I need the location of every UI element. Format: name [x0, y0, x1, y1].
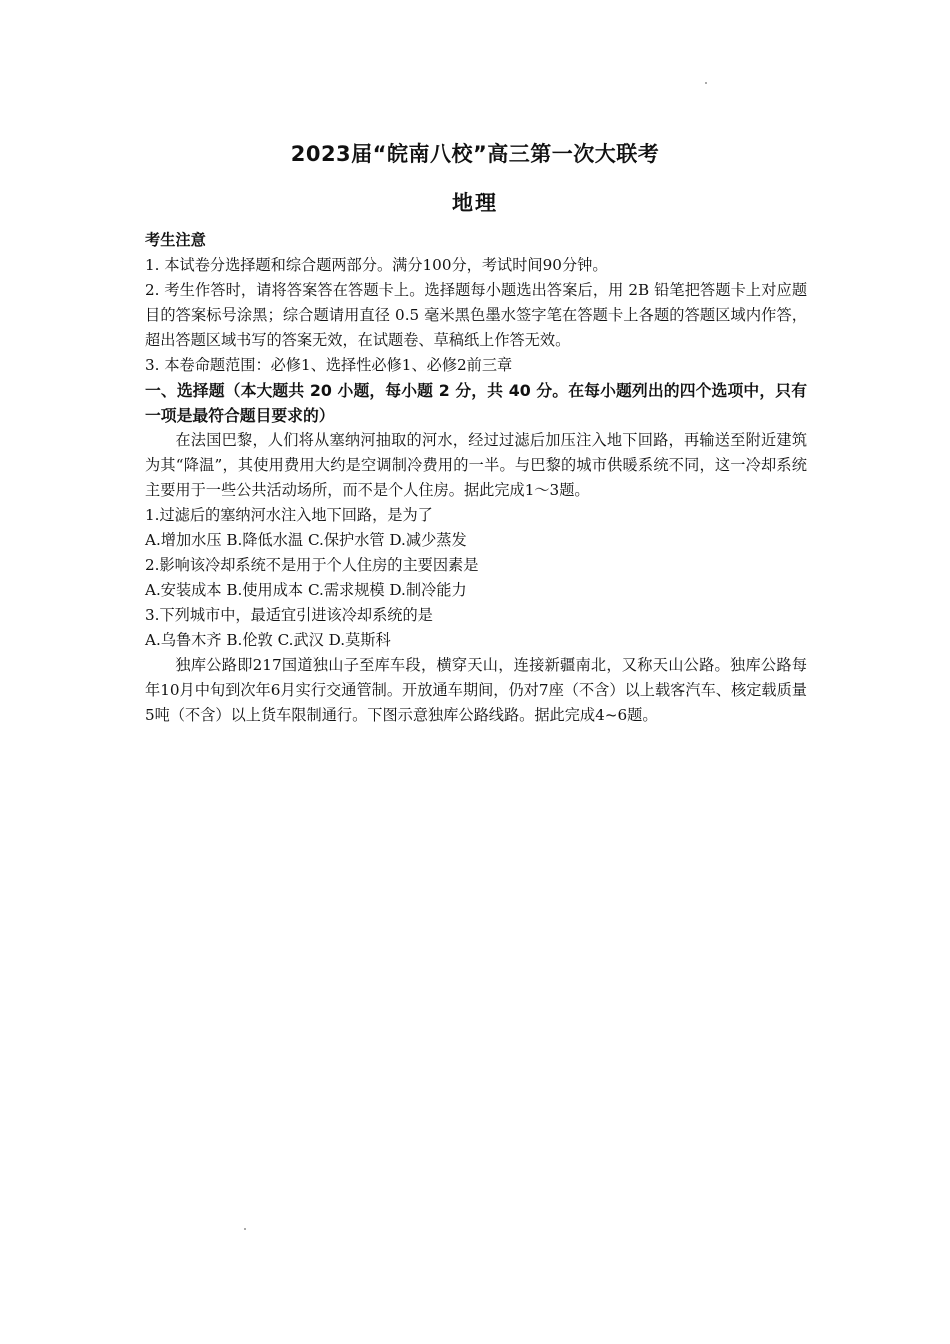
- passage-paris-cooling: 在法国巴黎，人们将从塞纳河抽取的河水，经过过滤后加压注入地下回路，再输送至附近建筑为其“降温”，其使用费用大约是空调制冷费用的一半。与巴黎的城市供暖系统不同，这一冷却系统主要用于一些公共活动场所，而不是个人住房。据此完成1～3题。: [145, 431, 807, 499]
- passage-duku-highway: 独库公路即217国道独山子至库车段，横穿天山，连接新疆南北，又称天山公路。独库公路每年10月中旬到次年6月实行交通管制。开放通车期间，仍对7座（不含）以上载客汽车、核定载质量5吨（不含）以上货车限制通行。下图示意独库公路线路。据此完成4~6题。: [145, 656, 807, 724]
- notice-item-2: 2. 考生作答时，请将答案答在答题卡上。选择题每小题选出答案后，用 2B 铅笔把答题卡上对应题目的答案标号涂黑；综合题请用直径 0.5 毫米黑色墨水签字笔在答题卡上各题的答题区域内作答，超出答题区域书写的答案无效，在试题卷、草稿纸上作答无效。: [145, 281, 807, 349]
- question-1-stem: 1.过滤后的塞纳河水注入地下回路，是为了: [145, 506, 433, 524]
- exam-content: [145, 228, 807, 728]
- question-2-options: A.安装成本 B.使用成本 C.需求规模 D.制冷能力: [145, 581, 467, 599]
- exam-subject: 地理: [452, 191, 498, 215]
- question-3-stem: 3.下列城市中，最适宜引进该冷却系统的是: [145, 606, 433, 624]
- question-2-stem: 2.影响该冷却系统不是用于个人住房的主要因素是: [145, 556, 479, 574]
- notice-item-3: 3. 本卷命题范围：必修1、选择性必修1、必修2前三章: [145, 356, 513, 374]
- exam-title: 2023届“皖南八校”高三第一次大联考: [290, 142, 660, 166]
- question-3-options: A.乌鲁木齐 B.伦敦 C.武汉 D.莫斯科: [145, 631, 391, 649]
- scan-speck: [705, 82, 707, 84]
- notice-item-1: 1. 本试卷分选择题和综合题两部分。满分100分，考试时间90分钟。: [145, 256, 608, 274]
- question-1-options: A.增加水压 B.降低水温 C.保护水管 D.减少蒸发: [145, 531, 467, 549]
- scan-speck: [244, 1228, 246, 1230]
- section-heading: 一、选择题（本大题共 20 小题，每小题 2 分，共 40 分。在每小题列出的四个选项中，只有一项是最符合题目要求的）: [145, 381, 807, 425]
- notice-heading: 考生注意: [145, 231, 206, 249]
